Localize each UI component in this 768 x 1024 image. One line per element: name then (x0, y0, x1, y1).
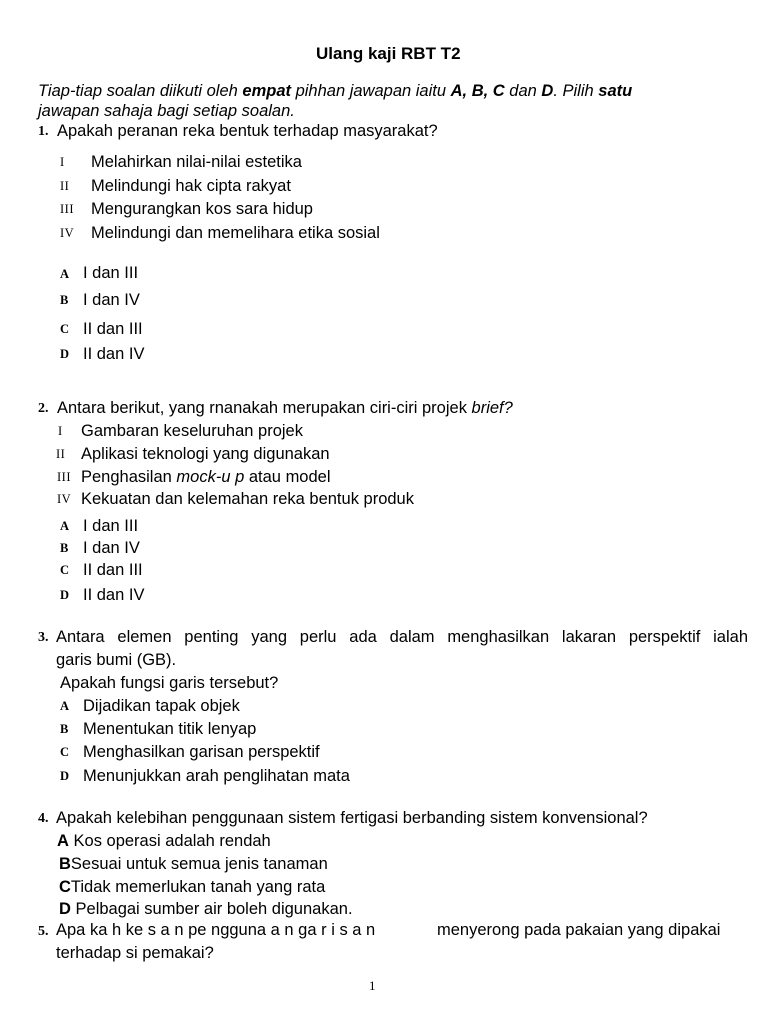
question-number: 5. (38, 924, 49, 939)
instr-text: . Pilih (553, 82, 599, 100)
instr-text: pihhan jawapan iaitu (291, 82, 451, 100)
statement-numeral: IV (60, 226, 75, 240)
option-text: I dan IV (83, 539, 140, 557)
option-line (59, 856, 328, 873)
option-letter: C (60, 745, 70, 759)
option-letter: D (60, 588, 70, 602)
option-text: II dan III (83, 561, 143, 579)
statement-numeral: I (58, 424, 63, 438)
option-letter: A (60, 519, 70, 533)
statement-text: Kekuatan dan kelemahan reka bentuk produk (81, 490, 414, 508)
option-text: Menunjukkan arah penglihatan mata (83, 767, 350, 785)
option-text: Pelbagai sumber air boleh digunakan. (70, 900, 353, 918)
option-line (59, 901, 353, 918)
statement-numeral: II (60, 179, 70, 193)
statement-text-italic: mock-u p (176, 468, 245, 486)
option-letter: D (60, 769, 70, 783)
option-text: Menghasilkan garisan perspektif (83, 743, 320, 761)
question-number: 3. (38, 630, 49, 645)
option-letter: C (60, 322, 70, 336)
statement-numeral: II (56, 447, 66, 461)
option-line (59, 879, 325, 896)
statement-numeral: I (60, 155, 65, 169)
question-number: 2. (38, 401, 49, 416)
option-text: II dan IV (83, 345, 145, 363)
option-letter: D (60, 347, 70, 361)
page-title: Ulang kaji RBT T2 (316, 44, 461, 63)
question-text-part: menyerong pada pakaian yang dipakai (437, 921, 721, 939)
statement-text (81, 469, 331, 486)
option-letter: B (59, 855, 71, 873)
option-letter: A (57, 832, 69, 850)
option-letter: C (59, 878, 71, 896)
option-text: Menentukan titik lenyap (83, 720, 257, 738)
question-text-italic: brief? (471, 399, 513, 417)
option-letter: B (60, 722, 69, 736)
statement-text: Mengurangkan kos sara hidup (91, 200, 313, 218)
option-letter: B (60, 293, 69, 307)
question-text: terhadap si pemakai? (56, 944, 214, 962)
question-text-part: Antara berikut, yang rnanakah merupakan ciri-ciri projek (57, 399, 472, 417)
instr-text: Tiap-tiap soalan diikuti oleh (38, 82, 243, 100)
statement-text: Melahirkan nilai-nilai estetika (91, 153, 302, 171)
question-prompt: Apakah fungsi garis tersebut? (60, 674, 279, 692)
question-text (57, 400, 513, 417)
option-letter: C (60, 563, 70, 577)
statement-text: Melindungi dan memelihara etika sosial (91, 224, 380, 242)
statement-numeral: III (57, 470, 71, 484)
statement-text: Aplikasi teknologi yang digunakan (81, 445, 330, 463)
instr-text: dan (504, 82, 542, 100)
instr-bold: D (541, 82, 554, 100)
option-text: Dijadikan tapak objek (83, 697, 240, 715)
question-number: 1. (38, 124, 49, 139)
instr-bold: satu (598, 82, 633, 100)
question-text-part: Apa ka h ke s a n pe ngguna a n ga r i s a n (56, 921, 376, 939)
option-text: Kos operasi adalah rendah (68, 832, 271, 850)
option-letter: A (60, 699, 70, 713)
statement-text: Gambaran keseluruhan projek (81, 422, 303, 440)
statement-text-part: atau model (244, 468, 331, 486)
option-text: II dan IV (83, 586, 145, 604)
page-number: 1 (369, 978, 376, 993)
option-letter: D (59, 900, 71, 918)
option-text: I dan IV (83, 291, 140, 309)
question-text: Apakah peranan reka bentuk terhadap masyarakat? (57, 122, 438, 140)
instructions-line-2: jawapan sahaja bagi setiap soalan. (38, 102, 295, 120)
question-text: garis bumi (GB). (56, 651, 177, 669)
option-text: II dan III (83, 320, 143, 338)
question-text: Antara elemen penting yang perlu ada dalam menghasilkan lakaran perspektif ialah (56, 628, 748, 646)
option-line (57, 833, 271, 850)
question-text: Apakah kelebihan penggunaan sistem fertigasi berbanding sistem konvensional? (56, 809, 648, 827)
option-text: I dan III (83, 517, 139, 535)
option-text: Tidak memerlukan tanah yang rata (70, 878, 326, 896)
statement-numeral: IV (57, 492, 72, 506)
question-number: 4. (38, 811, 49, 826)
option-letter: A (60, 267, 70, 281)
statement-numeral: III (60, 202, 74, 216)
option-text: Sesuai untuk semua jenis tanaman (70, 855, 328, 873)
instr-bold: empat (242, 82, 291, 100)
instr-bold: A, B, C (450, 82, 505, 100)
statement-text: Melindungi hak cipta rakyat (91, 177, 291, 195)
instructions-line-1 (38, 83, 632, 100)
statement-text-part: Penghasilan (81, 468, 177, 486)
option-text: I dan III (83, 264, 139, 282)
option-letter: B (60, 541, 69, 555)
